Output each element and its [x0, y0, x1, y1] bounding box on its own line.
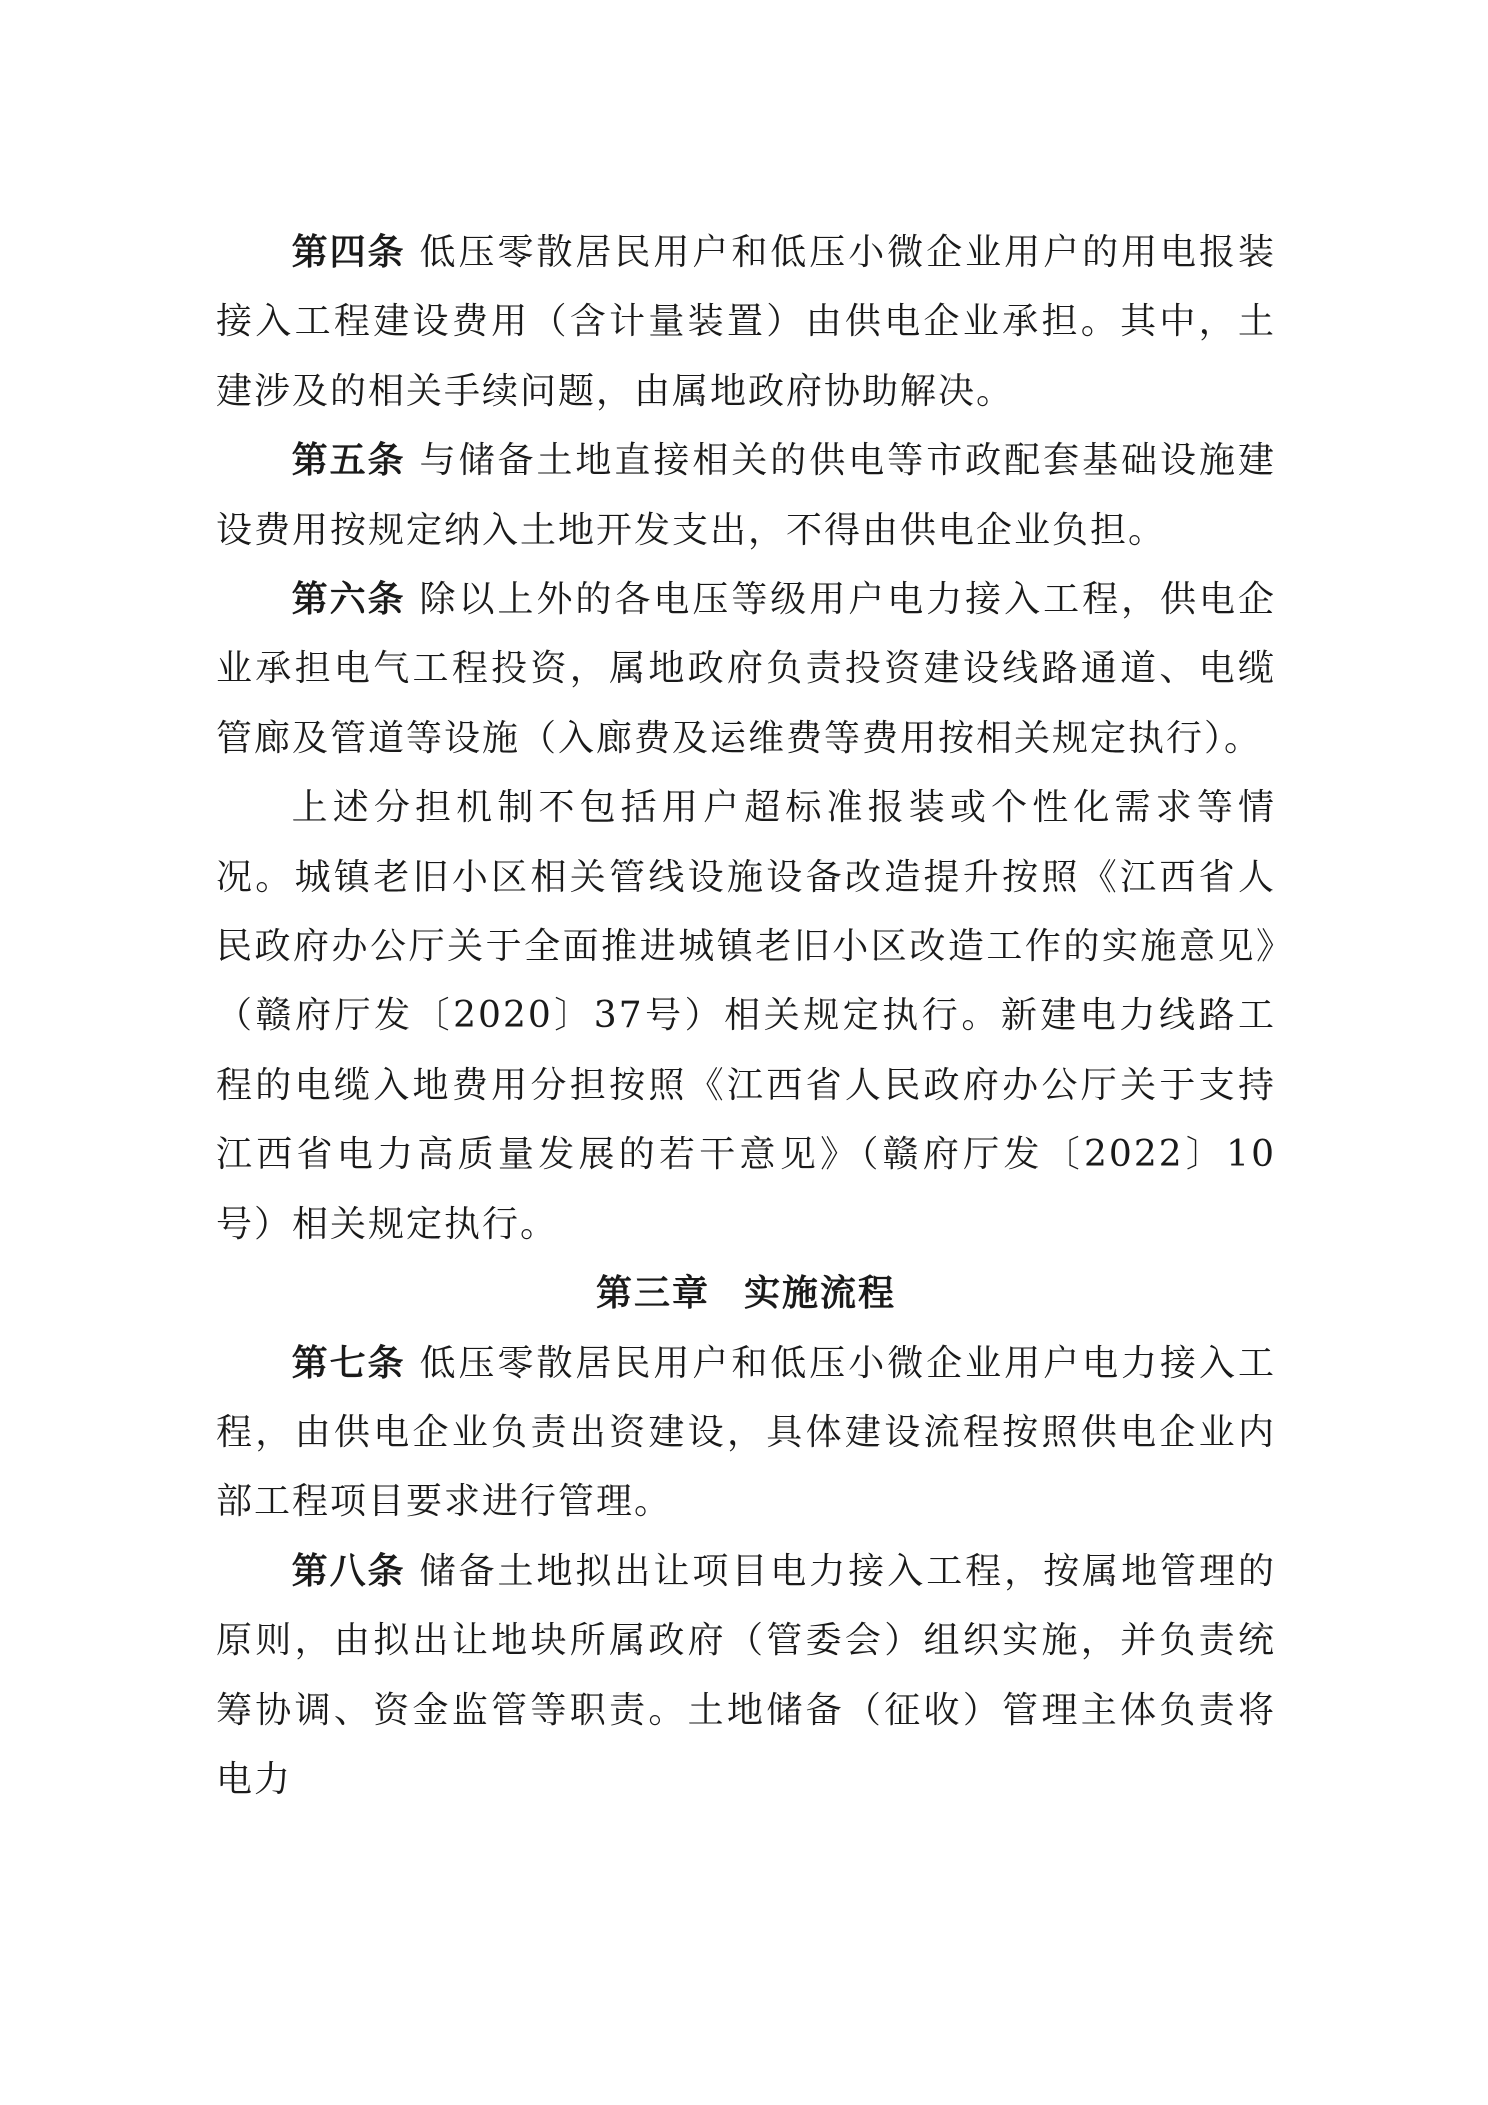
article-4-label: 第四条: [291, 232, 406, 273]
document-body: [216, 218, 1276, 1814]
cost-sharing-note: 上述分担机制不包括用户超标准报装或个性化需求等情况。城镇老旧小区相关管线设施设备改造提升按照《江西省人民政府办公厅关于全面推进城镇老旧小区改造工作的实施意见》（赣府厅发〔2020〕37号）相关规定执行。新建电力线路工程的电缆入地费用分担按照《江西省人民政府办公厅关于支持江西省电力高质量发展的若干意见》（赣府厅发〔2022〕10号）相关规定执行。: [216, 787, 1276, 1245]
article-6-text: 除以上外的各电压等级用户电力接入工程，供电企业承担电气工程投资，属地政府负责投资建设线路通道、电缆管廊及管道等设施（入廊费及运维费等费用按相关规定执行）。: [216, 579, 1276, 759]
article-6-label: 第六条: [291, 579, 406, 621]
article-8-text: 储备土地拟出让项目电力接入工程，按属地管理的原则，由拟出让地块所属政府（管委会）组织实施，并负责统筹协调、资金监管等职责。土地储备（征收）管理主体负责将电力: [216, 1550, 1276, 1800]
article-7-text: 低压零散居民用户和低压小微企业用户电力接入工程，由供电企业负责出资建设，具体建设流程按照供电企业内部工程项目要求进行管理。: [216, 1342, 1276, 1523]
article-5-text: 与储备土地直接相关的供电等市政配套基础设施建设费用按规定纳入土地开发支出，不得由供电企业负担。: [216, 440, 1276, 551]
article-6: [216, 565, 1276, 773]
article-8: [216, 1537, 1276, 1815]
article-4-text: 低压零散居民用户和低压小微企业用户的用电报装接入工程建设费用（含计量装置）由供电企业承担。其中，土建涉及的相关手续问题，由属地政府协助解决。: [216, 232, 1276, 412]
article-5-label: 第五条: [291, 440, 406, 482]
article-4: [216, 218, 1276, 426]
article-7-label: 第七条: [291, 1342, 406, 1384]
chapter-number: 第三章: [595, 1273, 710, 1315]
chapter-title: 实施流程: [744, 1273, 897, 1315]
chapter-heading: [216, 1259, 1276, 1328]
article-8-label: 第八条: [291, 1550, 406, 1592]
article-7: [216, 1329, 1276, 1537]
article-5: [216, 426, 1276, 565]
